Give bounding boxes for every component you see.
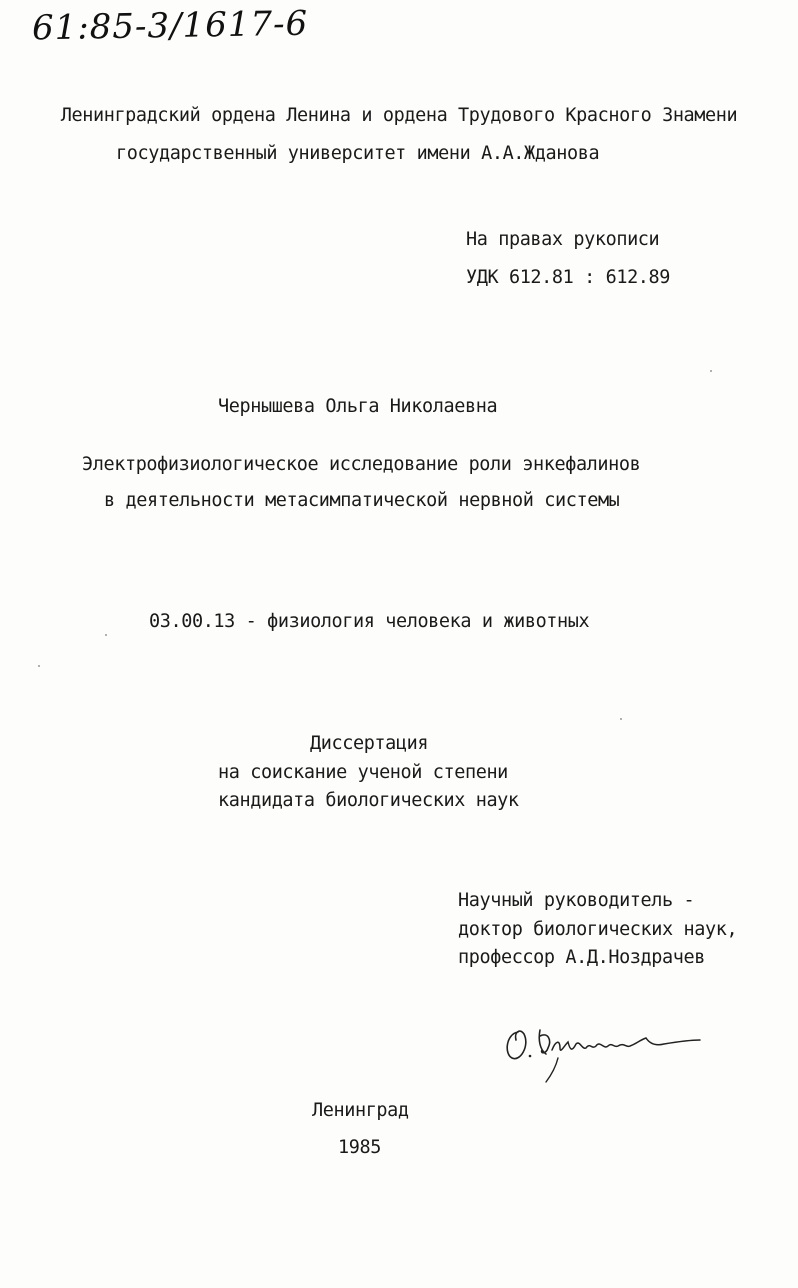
degree-line-2: на соискание ученой степени — [218, 762, 508, 783]
scan-speck — [620, 718, 622, 720]
specialty-code: 03.00.13 - физиология человека и животных — [149, 611, 590, 632]
archive-shelf-mark: 61:85-3/1617-6 — [31, 3, 309, 49]
scan-speck — [38, 665, 40, 667]
udc-code: УДК 612.81 : 612.89 — [466, 267, 671, 288]
degree-line-3: кандидата биологических наук — [218, 790, 519, 811]
author-name: Чернышева Ольга Николаевна — [218, 396, 498, 417]
institution-line-2: государственный университет имени А.А.Жданова — [116, 143, 600, 164]
title-line-2: в деятельности метасимпатической нервной системы — [104, 490, 620, 511]
supervisor-line-3: профессор А.Д.Ноздрачев — [458, 947, 705, 968]
degree-line-1: Диссертация — [310, 733, 429, 754]
city: Ленинград — [312, 1100, 409, 1121]
title-line-1: Электрофизиологическое исследование роли энкефалинов — [82, 454, 641, 475]
year: 1985 — [338, 1137, 381, 1158]
manuscript-notice: На правах рукописи — [466, 229, 660, 250]
author-signature — [500, 1010, 710, 1090]
supervisor-line-2: доктор биологических наук, — [458, 919, 738, 940]
scan-speck — [710, 370, 712, 372]
scan-speck — [105, 634, 107, 636]
institution-line-1: Ленинградский ордена Ленина и ордена Трудового Красного Знамени — [60, 105, 738, 126]
supervisor-line-1: Научный руководитель - — [458, 890, 695, 911]
